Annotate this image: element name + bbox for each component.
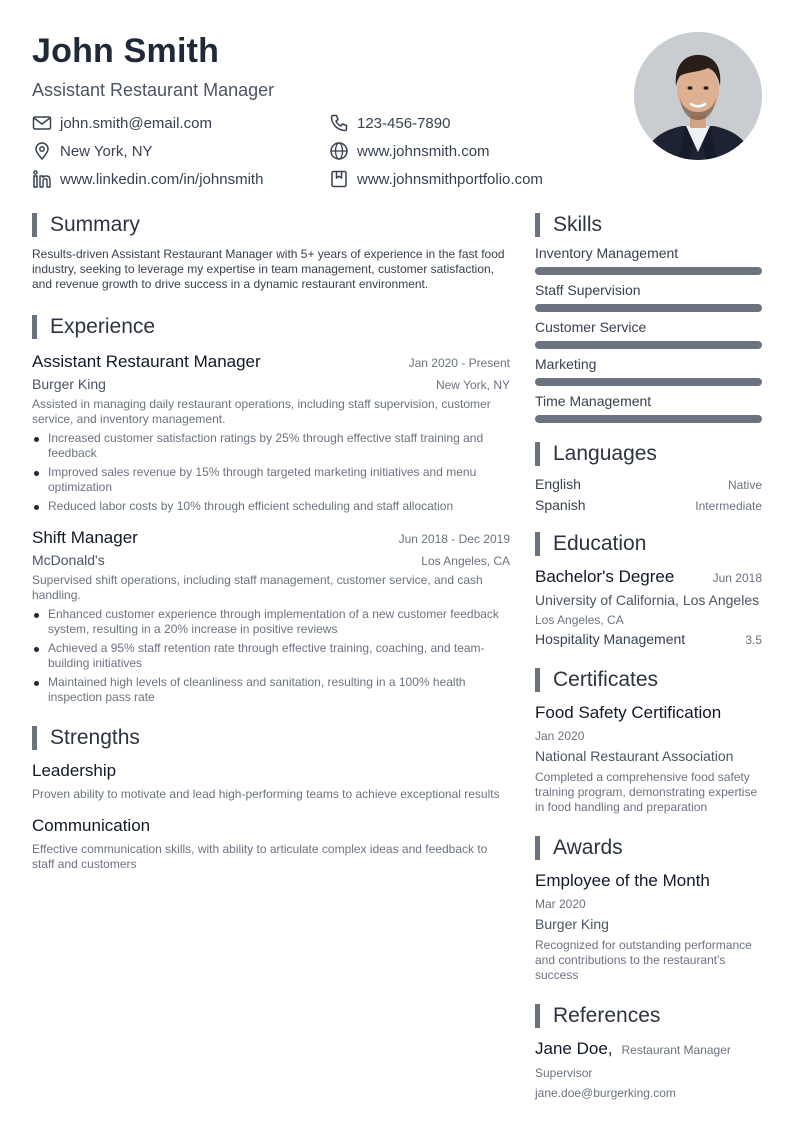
achievement-item: Improved sales revenue by 15% through targeted marketing initiatives and menu optimization — [32, 465, 510, 495]
education-heading-text: Education — [553, 532, 647, 555]
contact-email[interactable] — [32, 112, 212, 134]
achievement-item: Reduced labor costs by 10% through efficient scheduling and staff allocation — [32, 499, 510, 514]
section-accent-bar — [535, 836, 540, 860]
achievement-item: Enhanced customer experience through implementation of a new customer feedback system, resulting in a 20% increase in positive reviews — [32, 607, 510, 637]
award-description: Recognized for outstanding performance and contributions to the restaurant's success — [535, 938, 752, 982]
job-description: Assisted in managing daily restaurant operations, including staff supervision, customer service, and inventory management. — [32, 397, 491, 426]
award-name: Employee of the Month — [535, 871, 710, 890]
award-date: Mar 2020 — [535, 897, 586, 911]
job-title: Assistant Restaurant Manager — [32, 352, 261, 371]
language-level: Intermediate — [695, 499, 762, 513]
strengths-heading-text: Strengths — [50, 726, 140, 749]
certificate-date: Jan 2020 — [535, 729, 585, 743]
skill-name: Time Management — [535, 393, 652, 409]
contact-location — [32, 140, 153, 162]
job-dates: Jan 2020 - Present — [408, 356, 510, 370]
globe-icon — [329, 141, 349, 161]
school-name: University of California, Los Angeles — [535, 592, 760, 608]
job-description: Supervised shift operations, including staff management, customer service, and cash handling. — [32, 573, 483, 602]
languages-heading — [535, 441, 762, 467]
strength-title: Leadership — [32, 761, 117, 780]
language-name: Spanish — [535, 497, 586, 513]
skill-level-bar — [535, 415, 762, 423]
skill-name: Inventory Management — [535, 245, 679, 261]
certificate-name: Food Safety Certification — [535, 703, 722, 722]
candidate-name: John Smith — [32, 32, 220, 70]
section-accent-bar — [32, 213, 37, 237]
contact-portfolio[interactable] — [329, 168, 543, 190]
language-name: English — [535, 476, 581, 492]
candidate-role: Assistant Restaurant Manager — [32, 80, 275, 100]
contact-website-text: www.johnsmith.com — [357, 142, 490, 160]
section-accent-bar — [535, 213, 540, 237]
awards-heading-text: Awards — [553, 836, 623, 859]
school-location: Los Angeles, CA — [535, 613, 624, 627]
achievement-item: Increased customer satisfaction ratings by 25% through effective staff training and feedback — [32, 431, 510, 461]
left-column — [32, 212, 510, 872]
skill-name: Customer Service — [535, 319, 647, 335]
section-accent-bar — [32, 315, 37, 339]
contact-location-text: New York, NY — [60, 142, 153, 160]
degree-title: Bachelor's Degree — [535, 567, 675, 586]
section-accent-bar — [535, 442, 540, 466]
references-heading-text: References — [553, 1004, 661, 1027]
reference-relation: Supervisor — [535, 1066, 593, 1080]
skill-name: Marketing — [535, 356, 597, 372]
skill-level-bar — [535, 341, 762, 349]
reference-role: Restaurant Manager — [621, 1043, 731, 1057]
awards-heading — [535, 835, 762, 861]
skill-level-bar — [535, 304, 762, 312]
job-achievements — [32, 607, 510, 705]
field-of-study: Hospitality Management — [535, 631, 686, 647]
reference-email[interactable]: jane.doe@burgerking.com — [535, 1086, 676, 1100]
language-row — [535, 476, 762, 492]
experience-heading — [32, 314, 510, 340]
section-accent-bar — [535, 668, 540, 692]
skills-heading — [535, 212, 762, 238]
field-of-study-row — [535, 631, 762, 647]
gpa: 3.5 — [745, 633, 762, 647]
award-issuer: Burger King — [535, 916, 609, 932]
education-entry — [535, 567, 762, 587]
language-level: Native — [727, 478, 762, 492]
strength-description: Effective communication skills, with ability to articulate complex ideas and feedback to staff and customers — [32, 842, 488, 871]
strength-title: Communication — [32, 816, 151, 835]
certificates-heading — [535, 667, 762, 693]
job-entry — [32, 352, 510, 514]
resume-header — [32, 30, 612, 102]
job-achievements — [32, 431, 510, 514]
contact-email-text: john.smith@email.com — [60, 114, 212, 132]
job-dates: Jun 2018 - Dec 2019 — [398, 532, 510, 546]
portfolio-bookmark-icon — [329, 169, 349, 189]
reference-entry — [535, 1039, 762, 1059]
language-row — [535, 497, 762, 513]
references-heading — [535, 1003, 762, 1029]
contact-website[interactable] — [329, 140, 490, 162]
job-location: New York, NY — [435, 378, 510, 392]
section-accent-bar — [32, 726, 37, 750]
skill-level-bar — [535, 378, 762, 386]
job-company: Burger King — [32, 376, 106, 392]
contact-phone-text: 123-456-7890 — [357, 114, 451, 132]
certificate-issuer: National Restaurant Association — [535, 748, 734, 764]
linkedin-icon — [32, 169, 52, 189]
contact-phone[interactable] — [329, 112, 450, 134]
phone-icon — [329, 113, 349, 133]
experience-heading-text: Experience — [50, 315, 156, 338]
strength-description: Proven ability to motivate and lead high-performing teams to achieve exceptional results — [32, 787, 500, 801]
summary-text: Results-driven Assistant Restaurant Manager with 5+ years of experience in the fast food industry, seeking to leverage my expertise in team management, customer satisfaction, and revenue growth to drive success in a dynamic restaurant environment. — [32, 247, 505, 291]
contact-linkedin-text: www.linkedin.com/in/johnsmith — [60, 170, 264, 188]
summary-heading — [32, 212, 510, 238]
section-accent-bar — [535, 532, 540, 556]
certificate-description: Completed a comprehensive food safety training program, demonstrating expertise in food handling and preparation — [535, 770, 758, 814]
location-pin-icon — [32, 141, 52, 161]
languages-heading-text: Languages — [553, 442, 657, 465]
job-title: Shift Manager — [32, 528, 138, 547]
summary-heading-text: Summary — [50, 213, 140, 236]
strengths-heading — [32, 725, 510, 751]
section-accent-bar — [535, 1004, 540, 1028]
certificates-heading-text: Certificates — [553, 668, 659, 691]
job-company: McDonald's — [32, 552, 105, 568]
skills-list — [535, 245, 762, 423]
achievement-item: Maintained high levels of cleanliness and sanitation, resulting in a 100% health inspection pass rate — [32, 675, 510, 705]
achievement-item: Achieved a 95% staff retention rate through effective training, coaching, and team-building initiatives — [32, 641, 510, 671]
job-location: Los Angeles, CA — [421, 554, 510, 568]
skill-level-bar — [535, 267, 762, 275]
contact-linkedin[interactable] — [32, 168, 263, 190]
skills-heading-text: Skills — [553, 213, 603, 236]
reference-name: Jane Doe, — [535, 1039, 613, 1058]
contact-portfolio-text: www.johnsmithportfolio.com — [357, 170, 543, 188]
skill-name: Staff Supervision — [535, 282, 641, 298]
mail-icon — [32, 113, 52, 133]
job-entry — [32, 528, 510, 705]
right-column — [535, 212, 762, 1100]
profile-photo — [634, 32, 762, 160]
education-date: Jun 2018 — [712, 571, 762, 585]
education-heading — [535, 531, 762, 557]
